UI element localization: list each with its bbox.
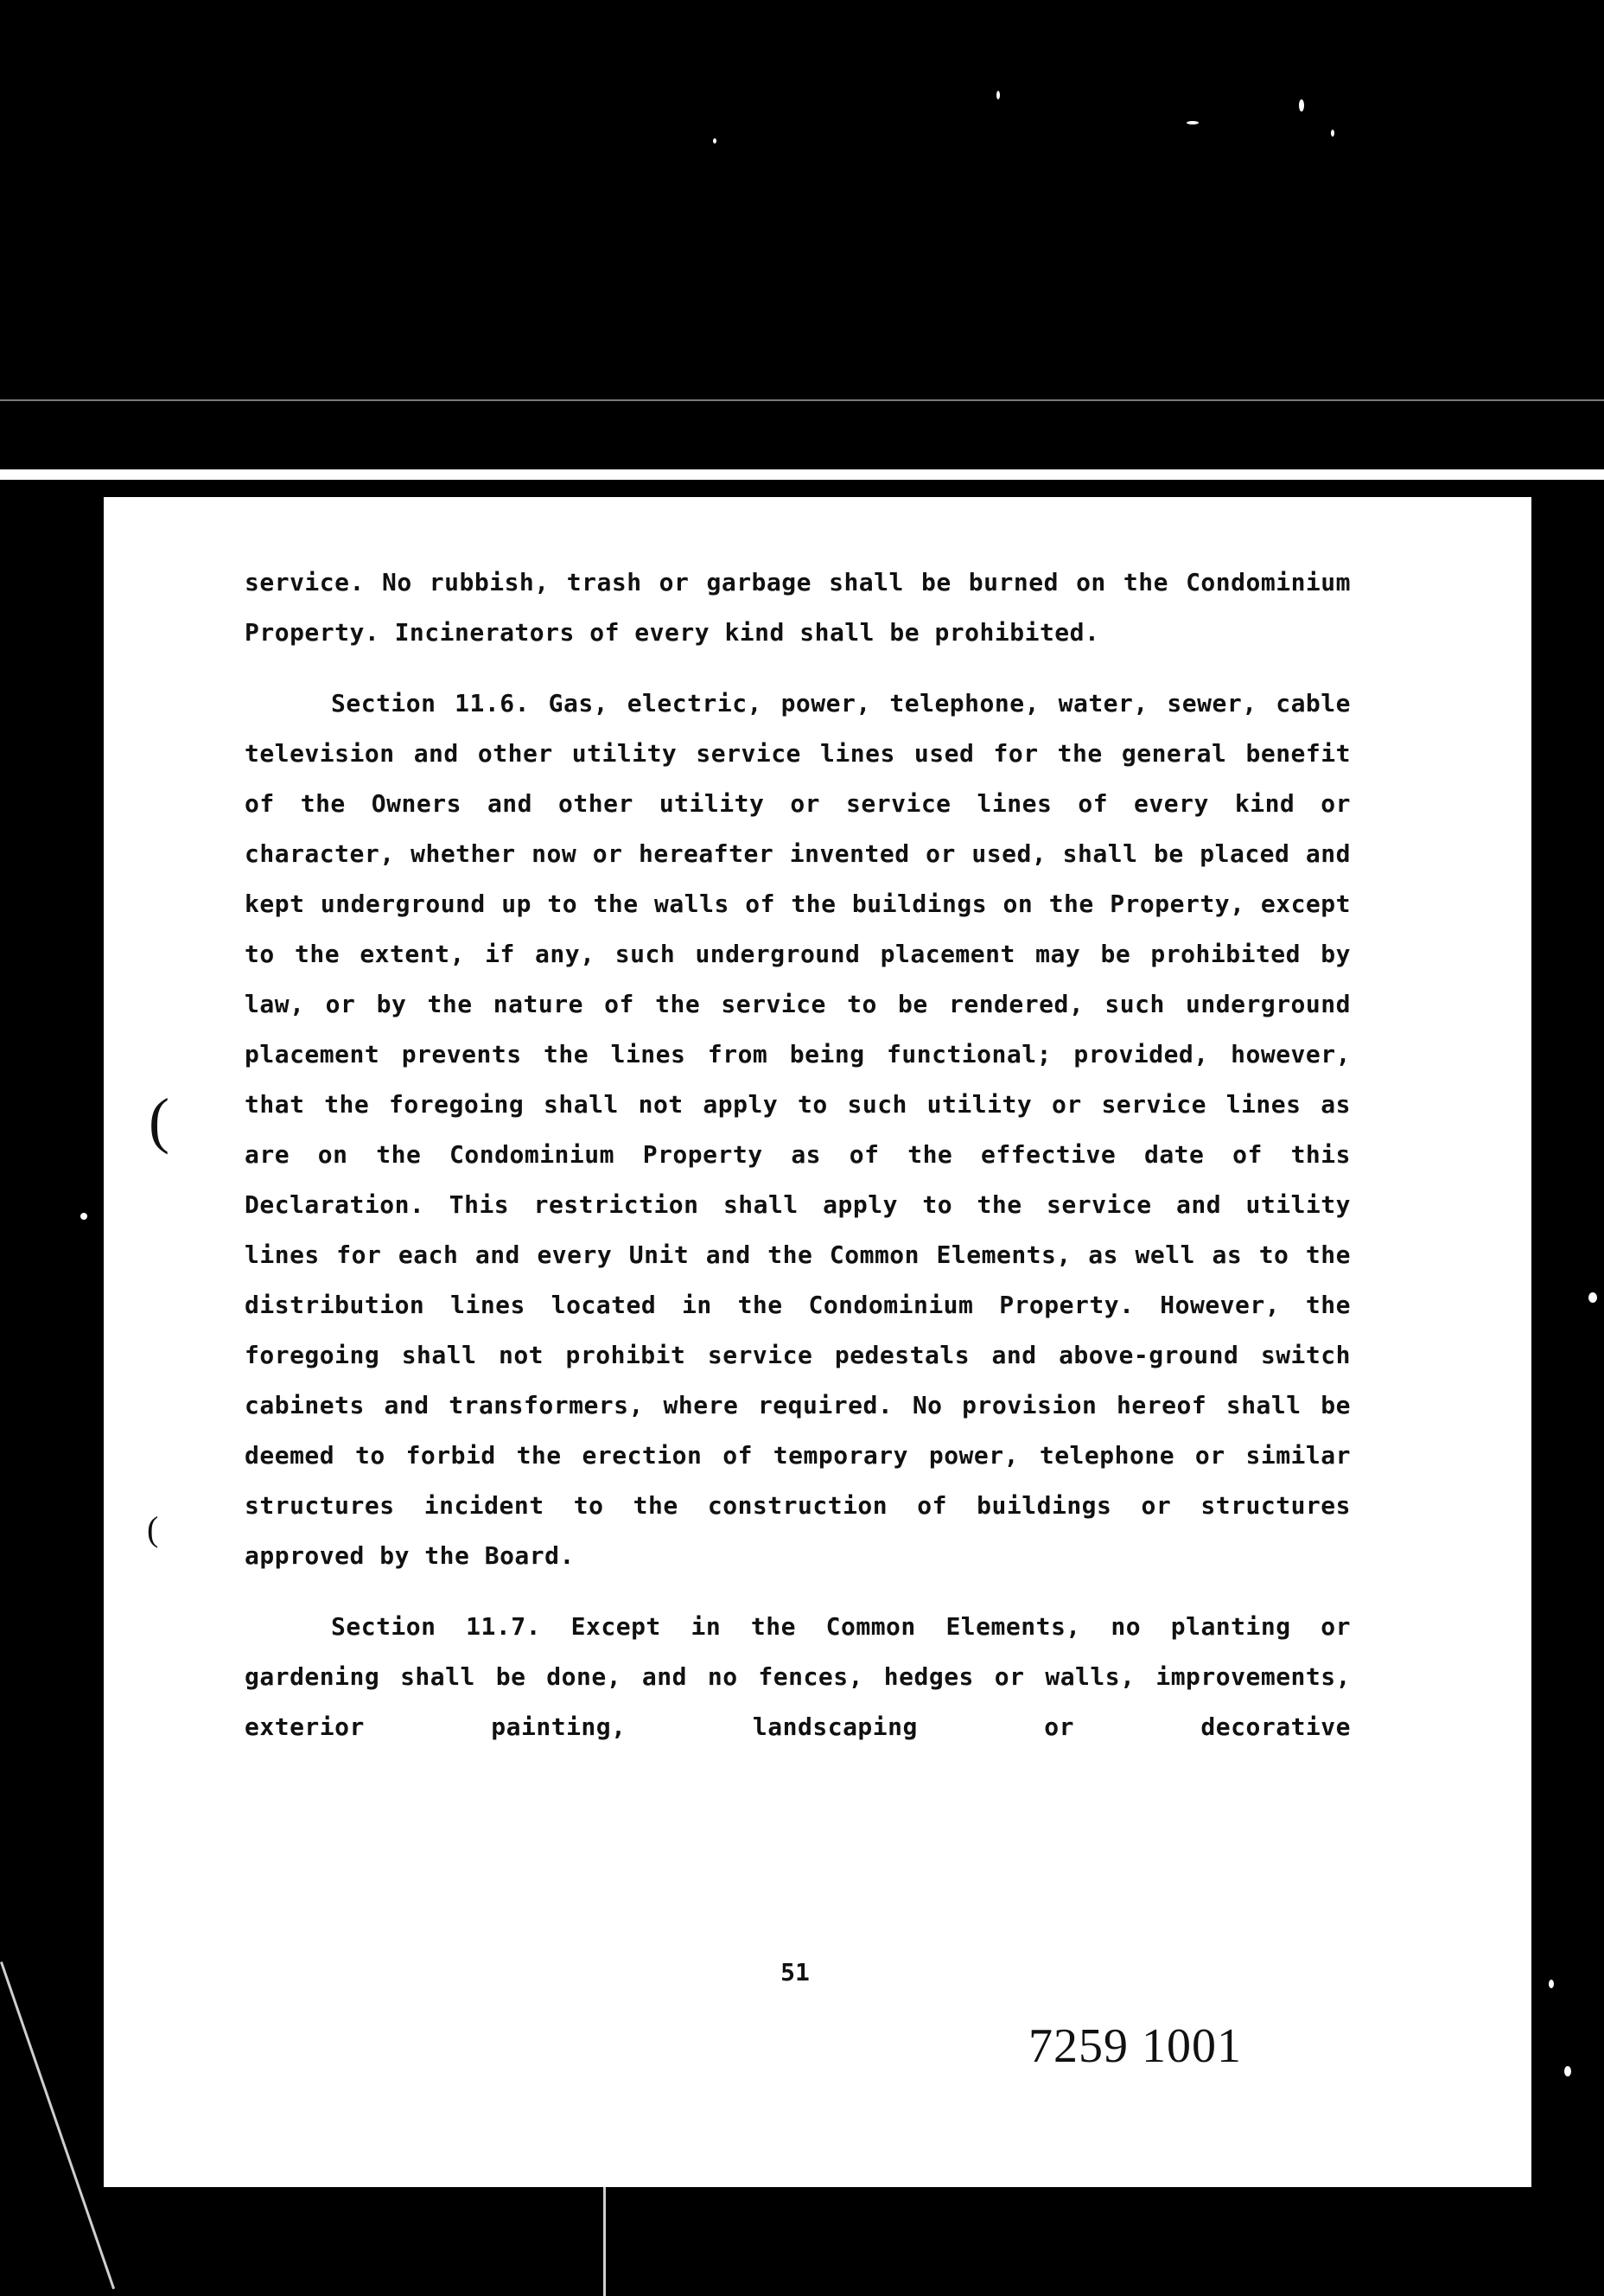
paragraph-continuation: service. No rubbish, trash or garbage shall be burned on the Condominium Property. Incinerators of every kind shall be prohibited. [245, 568, 1351, 647]
scan-edge-streak [0, 1961, 115, 2289]
scan-speck [1331, 130, 1334, 137]
scan-speck [713, 138, 716, 144]
scan-speck [1564, 2066, 1571, 2076]
recording-stamp: 7259 1001 [1028, 2019, 1242, 2073]
page-number: 51 [780, 1958, 810, 1987]
scan-speck [1588, 1292, 1597, 1303]
document-body [245, 558, 1351, 1752]
scan-border-line-thin [0, 399, 1604, 401]
margin-bracket-mark: ( [149, 1086, 169, 1155]
scan-border-line [0, 469, 1604, 480]
scan-speck [80, 1213, 87, 1220]
margin-bracket-mark: ( [147, 1509, 159, 1548]
scan-edge-streak [603, 2187, 606, 2296]
paragraph-section-11-6: Section 11.6. Gas, electric, power, telephone, water, sewer, cable television and other utility service lines used for the general benefit of the Owners and other utility or service lines of every kind or character, whether now or hereafter invented or used, shall be placed and kept underground up to the walls of the buildings on the Property, except to the extent, if any, such underground placement may be prohibited by law, or by the nature of the service to be rendered, such underground placement prevents the lines from being functional; provided, however, that the foregoing shall not apply to such utility or service lines as are on the Condominium Property as of the effective date of this Declaration. This restriction shall apply to the service and utility lines for each and every Unit and the Common Elements, as well as to the distribution lines located in the Condominium Property. However, the foregoing shall not prohibit service pedestals and above-ground switch cabinets and transformers, where required. No provision hereof shall be deemed to forbid the erection of temporary power, telephone or similar structures incident to the construction of buildings or structures approved by the Board. [245, 689, 1351, 1570]
scan-speck [1187, 121, 1199, 124]
scan-speck [1549, 1980, 1554, 1988]
scan-speck [1299, 99, 1304, 112]
paragraph-section-11-7: Section 11.7. Except in the Common Elements, no planting or gardening shall be done, and no fences, hedges or walls, improvements, exterior painting, landscaping or decorative [245, 1612, 1351, 1741]
scan-speck [996, 91, 1000, 99]
